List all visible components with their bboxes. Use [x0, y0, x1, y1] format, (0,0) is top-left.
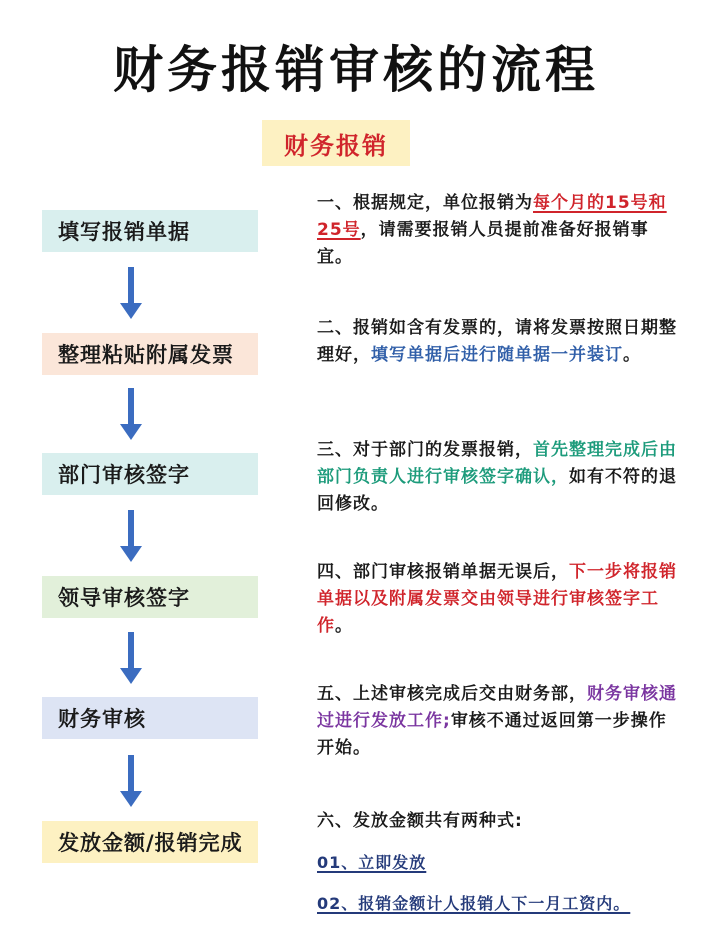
down-arrow-icon: [118, 267, 144, 319]
description-1: [317, 190, 677, 271]
flow-step-leader-review: 领导审核签字: [42, 576, 258, 618]
payout-option-2: 02、报销金额计人报销人下一月工资内。: [317, 894, 631, 913]
description-4: [317, 559, 677, 640]
description-text: 审核不通过返回第一步操作开始。: [317, 711, 667, 758]
description-text: 。: [335, 616, 353, 636]
description-text: ，请需要报销人员提前准备好报销事宜。: [317, 220, 649, 267]
description-3: [317, 437, 677, 518]
description-text: 。: [623, 345, 641, 365]
flow-step-department-review: 部门审核签字: [42, 453, 258, 495]
payout-option-1: 01、立即发放: [317, 853, 427, 872]
flow-step-fill-form: 填写报销单据: [42, 210, 258, 252]
down-arrow-icon: [118, 632, 144, 684]
description-6: [317, 808, 677, 917]
down-arrow-icon: [118, 510, 144, 562]
description-text: 二、报销如含有发票的，请将发票按照日期整理好，: [317, 318, 677, 365]
description-text: 六、发放金额共有两种式:: [317, 811, 523, 831]
description-2: [317, 315, 677, 369]
flow-step-payout-complete: 发放金额/报销完成: [42, 821, 258, 863]
description-text: 五、上述审核完成后交由财务部，: [317, 684, 587, 704]
description-text: 四、部门审核报销单据无误后，: [317, 562, 569, 582]
description-highlight: 下一步将报销单据以及附属发票交由领导进行审核签字工作: [317, 562, 677, 636]
description-text: 如有不符的退回修改。: [317, 467, 677, 514]
down-arrow-icon: [118, 755, 144, 807]
section-subtitle: 财务报销: [262, 120, 410, 166]
description-highlight: 每个月的15号和25号: [317, 193, 667, 240]
description-highlight: 填写单据后进行随单据一并装订: [371, 345, 623, 365]
description-text: 三、对于部门的发票报销，: [317, 440, 533, 460]
down-arrow-icon: [118, 388, 144, 440]
description-5: [317, 681, 677, 762]
description-text: 一、根据规定，单位报销为: [317, 193, 533, 213]
description-highlight: 财务审核通过进行发放工作;: [317, 684, 677, 731]
flow-step-arrange-invoices: 整理粘贴附属发票: [42, 333, 258, 375]
page-title: 财务报销审核的流程: [113, 41, 599, 99]
flow-step-finance-review: 财务审核: [42, 697, 258, 739]
description-highlight: 首先整理完成后由部门负责人进行审核签字确认，: [317, 440, 677, 487]
